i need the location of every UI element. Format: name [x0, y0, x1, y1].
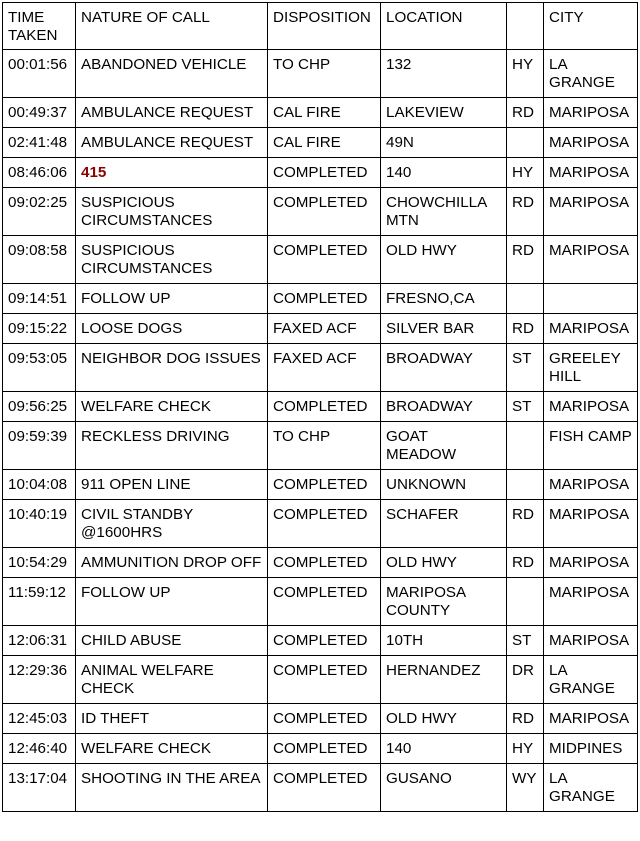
cell-nature: 911 OPEN LINE — [76, 470, 268, 500]
cell-time: 09:14:51 — [3, 284, 76, 314]
table-row — [3, 188, 638, 236]
cell-time: 12:46:40 — [3, 734, 76, 764]
cell-nature: SHOOTING IN THE AREA — [76, 764, 268, 812]
cell-street-suffix — [507, 470, 544, 500]
cell-location: SCHAFER — [381, 500, 507, 548]
cell-time: 10:04:08 — [3, 470, 76, 500]
cell-disposition: TO CHP — [268, 50, 381, 98]
table-row — [3, 764, 638, 812]
cell-location: BROADWAY — [381, 344, 507, 392]
cell-time: 09:15:22 — [3, 314, 76, 344]
cell-street-suffix — [507, 422, 544, 470]
cell-location: 132 — [381, 50, 507, 98]
header-time: TIME TAKEN — [3, 3, 76, 50]
cell-disposition: CAL FIRE — [268, 98, 381, 128]
table-row — [3, 284, 638, 314]
table-row — [3, 344, 638, 392]
table-row — [3, 578, 638, 626]
cell-disposition: COMPLETED — [268, 578, 381, 626]
cell-street-suffix: RD — [507, 188, 544, 236]
cell-disposition: FAXED ACF — [268, 344, 381, 392]
cell-street-suffix: RD — [507, 500, 544, 548]
cell-street-suffix: ST — [507, 344, 544, 392]
cell-nature: RECKLESS DRIVING — [76, 422, 268, 470]
cell-city: FISH CAMP — [544, 422, 638, 470]
cell-nature: ID THEFT — [76, 704, 268, 734]
cell-city: MARIPOSA — [544, 626, 638, 656]
cell-city: MARIPOSA — [544, 392, 638, 422]
cell-city: MARIPOSA — [544, 578, 638, 626]
cell-nature: SUSPICIOUS CIRCUMSTANCES — [76, 236, 268, 284]
cell-disposition: FAXED ACF — [268, 314, 381, 344]
cell-location: FRESNO,CA — [381, 284, 507, 314]
cell-street-suffix: WY — [507, 764, 544, 812]
cell-location: UNKNOWN — [381, 470, 507, 500]
header-disposition: DISPOSITION — [268, 3, 381, 50]
cell-city: MARIPOSA — [544, 188, 638, 236]
cell-city: MARIPOSA — [544, 128, 638, 158]
cell-time: 00:49:37 — [3, 98, 76, 128]
cell-street-suffix: RD — [507, 236, 544, 284]
cell-city: MARIPOSA — [544, 470, 638, 500]
header-suffix — [507, 3, 544, 50]
cell-location: SILVER BAR — [381, 314, 507, 344]
cell-street-suffix: RD — [507, 314, 544, 344]
cell-time: 09:02:25 — [3, 188, 76, 236]
cell-street-suffix: RD — [507, 704, 544, 734]
table-row — [3, 470, 638, 500]
cell-city: MARIPOSA — [544, 548, 638, 578]
cell-disposition: COMPLETED — [268, 656, 381, 704]
cell-street-suffix: RD — [507, 98, 544, 128]
cell-location: GOAT MEADOW — [381, 422, 507, 470]
cell-location: MARIPOSA COUNTY — [381, 578, 507, 626]
cell-time: 09:08:58 — [3, 236, 76, 284]
cell-location: 140 — [381, 734, 507, 764]
table-row — [3, 128, 638, 158]
table-row — [3, 50, 638, 98]
cell-city: MIDPINES — [544, 734, 638, 764]
cell-disposition: COMPLETED — [268, 704, 381, 734]
cell-street-suffix — [507, 284, 544, 314]
table-header-row — [3, 3, 638, 50]
cell-disposition: COMPLETED — [268, 626, 381, 656]
cell-nature: ABANDONED VEHICLE — [76, 50, 268, 98]
cell-nature: NEIGHBOR DOG ISSUES — [76, 344, 268, 392]
cell-nature: AMBULANCE REQUEST — [76, 128, 268, 158]
table-row — [3, 704, 638, 734]
cell-time: 11:59:12 — [3, 578, 76, 626]
cell-location: BROADWAY — [381, 392, 507, 422]
cell-time: 00:01:56 — [3, 50, 76, 98]
cell-nature: CHILD ABUSE — [76, 626, 268, 656]
header-city: CITY — [544, 3, 638, 50]
cell-nature: WELFARE CHECK — [76, 734, 268, 764]
header-nature: NATURE OF CALL — [76, 3, 268, 50]
cell-time: 08:46:06 — [3, 158, 76, 188]
call-log-table — [2, 2, 638, 812]
cell-location: LAKEVIEW — [381, 98, 507, 128]
cell-time: 13:17:04 — [3, 764, 76, 812]
cell-time: 09:56:25 — [3, 392, 76, 422]
cell-city: MARIPOSA — [544, 236, 638, 284]
cell-time: 10:40:19 — [3, 500, 76, 548]
cell-disposition: COMPLETED — [268, 392, 381, 422]
cell-disposition: COMPLETED — [268, 764, 381, 812]
cell-city: MARIPOSA — [544, 500, 638, 548]
cell-city: MARIPOSA — [544, 704, 638, 734]
table-row — [3, 392, 638, 422]
cell-disposition: TO CHP — [268, 422, 381, 470]
cell-street-suffix: HY — [507, 158, 544, 188]
table-row — [3, 158, 638, 188]
cell-location: 10TH — [381, 626, 507, 656]
cell-nature: ANIMAL WELFARE CHECK — [76, 656, 268, 704]
cell-disposition: COMPLETED — [268, 734, 381, 764]
cell-time: 12:29:36 — [3, 656, 76, 704]
cell-street-suffix: DR — [507, 656, 544, 704]
cell-street-suffix — [507, 578, 544, 626]
cell-location: OLD HWY — [381, 548, 507, 578]
cell-city — [544, 284, 638, 314]
cell-time: 02:41:48 — [3, 128, 76, 158]
cell-city: LA GRANGE — [544, 764, 638, 812]
cell-disposition: COMPLETED — [268, 236, 381, 284]
cell-location: HERNANDEZ — [381, 656, 507, 704]
cell-disposition: COMPLETED — [268, 188, 381, 236]
cell-time: 09:59:39 — [3, 422, 76, 470]
table-row — [3, 548, 638, 578]
cell-location: CHOWCHILLA MTN — [381, 188, 507, 236]
cell-disposition: CAL FIRE — [268, 128, 381, 158]
cell-city: GREELEY HILL — [544, 344, 638, 392]
cell-disposition: COMPLETED — [268, 158, 381, 188]
cell-time: 12:06:31 — [3, 626, 76, 656]
cell-nature: AMMUNITION DROP OFF — [76, 548, 268, 578]
cell-nature: WELFARE CHECK — [76, 392, 268, 422]
cell-time: 10:54:29 — [3, 548, 76, 578]
cell-disposition: COMPLETED — [268, 470, 381, 500]
cell-time: 09:53:05 — [3, 344, 76, 392]
cell-street-suffix: ST — [507, 626, 544, 656]
table-row — [3, 500, 638, 548]
table-row — [3, 422, 638, 470]
cell-city: LA GRANGE — [544, 50, 638, 98]
cell-nature: 415 — [76, 158, 268, 188]
table-row — [3, 626, 638, 656]
cell-nature: FOLLOW UP — [76, 578, 268, 626]
cell-disposition: COMPLETED — [268, 500, 381, 548]
cell-street-suffix: ST — [507, 392, 544, 422]
cell-city: MARIPOSA — [544, 98, 638, 128]
cell-disposition: COMPLETED — [268, 284, 381, 314]
table-row — [3, 314, 638, 344]
cell-city: MARIPOSA — [544, 158, 638, 188]
cell-location: OLD HWY — [381, 704, 507, 734]
cell-city: MARIPOSA — [544, 314, 638, 344]
table-row — [3, 98, 638, 128]
cell-nature: AMBULANCE REQUEST — [76, 98, 268, 128]
cell-nature: LOOSE DOGS — [76, 314, 268, 344]
table-row — [3, 656, 638, 704]
cell-street-suffix — [507, 128, 544, 158]
table-row — [3, 734, 638, 764]
cell-street-suffix: HY — [507, 50, 544, 98]
cell-nature: CIVIL STANDBY @1600HRS — [76, 500, 268, 548]
cell-street-suffix: RD — [507, 548, 544, 578]
cell-location: OLD HWY — [381, 236, 507, 284]
cell-nature: SUSPICIOUS CIRCUMSTANCES — [76, 188, 268, 236]
cell-disposition: COMPLETED — [268, 548, 381, 578]
cell-location: 49N — [381, 128, 507, 158]
header-location: LOCATION — [381, 3, 507, 50]
cell-location: GUSANO — [381, 764, 507, 812]
cell-location: 140 — [381, 158, 507, 188]
table-row — [3, 236, 638, 284]
cell-street-suffix: HY — [507, 734, 544, 764]
cell-city: LA GRANGE — [544, 656, 638, 704]
cell-time: 12:45:03 — [3, 704, 76, 734]
cell-nature: FOLLOW UP — [76, 284, 268, 314]
